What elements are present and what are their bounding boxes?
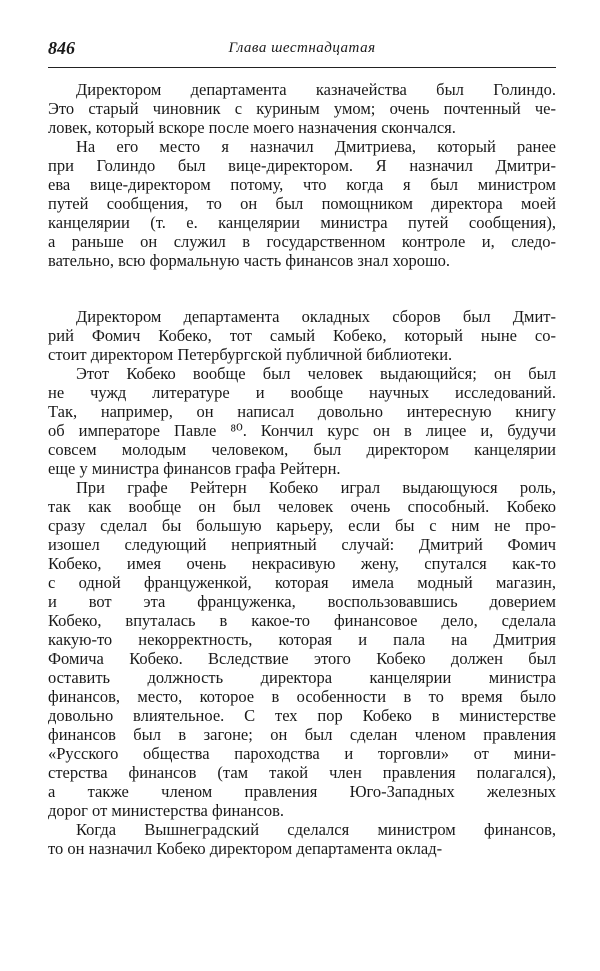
paragraph <box>48 478 556 820</box>
paragraph <box>48 364 556 478</box>
page-number: 846 <box>48 38 75 58</box>
text-line: путей сообщения, то он был помощником директора моей <box>48 194 556 213</box>
text-line: ева вице-директором потому, что когда я был министром <box>48 175 556 194</box>
text-line: и вот эта француженка, воспользовавшись доверием <box>48 592 556 611</box>
text-section-treasury <box>48 80 556 270</box>
text-line: На его место я назначил Дмитриева, который ранее <box>76 137 556 156</box>
text-line: об императоре Павле ⁸⁰. Кончил курс он в лицее и, будучи <box>48 421 556 440</box>
text-line: не чужд литературе и вообще научных исследований. <box>48 383 556 402</box>
text-line: вательно, всю формальную часть финансов знал хорошо. <box>48 251 451 270</box>
text-line: так как вообще он был человек очень способный. Кобеко <box>48 497 556 516</box>
text-line: а также членом правления Юго-Западных железных <box>48 782 556 801</box>
paragraph <box>48 307 556 364</box>
text-line: Кобеко, имея очень некрасивую жену, спутался как-то <box>48 554 556 573</box>
text-line: стерства финансов (там такой член правления полагался), <box>48 763 556 782</box>
text-line: канцелярии (т. е. канцелярии министра путей сообщения), <box>48 213 556 232</box>
chapter-title: Глава шестнадцатая <box>228 40 376 56</box>
text-line: Так, например, он написал довольно интересную книгу <box>48 402 556 421</box>
text-line: Кобеко, впуталась в какое-то финансовое дело, сделала <box>48 611 556 630</box>
paragraph <box>48 80 556 137</box>
text-line: стоит директором Петербургской публичной библиотеки. <box>48 345 453 364</box>
text-line: еще у министра финансов графа Рейтерн. <box>48 459 341 478</box>
text-line: рий Фомич Кобеко, тот самый Кобеко, который ныне со- <box>48 326 556 345</box>
text-line: «Русского общества пароходства и торговли» от мини- <box>48 744 556 763</box>
text-line: финансов был в загоне; он был сделан членом правления <box>48 725 556 744</box>
text-line: совсем молодым человеком, был директором канцелярии <box>48 440 556 459</box>
text-line: Когда Вышнеградский сделался министром финансов, <box>76 820 556 839</box>
text-line: Фомича Кобеко. Вследствие этого Кобеко должен был <box>48 649 556 668</box>
text-line: дорог от министерства финансов. <box>48 801 284 820</box>
text-line: финансов, место, которое в особенности в то время было <box>48 687 556 706</box>
text-line: оставить должность директора канцелярии министра <box>48 668 556 687</box>
text-line: Этот Кобеко вообще был человек выдающийся; он был <box>76 364 556 383</box>
text-line: при Голиндо был вице-директором. Я назначил Дмитри- <box>48 156 556 175</box>
header-rule <box>48 67 556 68</box>
text-line: изошел следующий неприятный случай: Дмитрий Фомич <box>48 535 556 554</box>
text-line: довольно влиятельное. С тех пор Кобеко в министерстве <box>48 706 556 725</box>
text-line: сразу сделал бы большую карьеру, если бы с ним не про- <box>48 516 556 535</box>
text-line: Директором департамента окладных сборов был Дмит- <box>76 307 556 326</box>
text-line: то он назначил Кобеко директором департамента оклад- <box>48 839 443 858</box>
text-line: При графе Рейтерн Кобеко играл выдающуюся роль, <box>76 478 556 497</box>
text-line: ловек, который вскоре после моего назначения скончался. <box>48 118 456 137</box>
paragraph <box>48 820 556 858</box>
text-line: с одной француженкой, которая имела модный магазин, <box>48 573 556 592</box>
text-line: Директором департамента казначейства был Голиндо. <box>76 80 556 99</box>
text-section-kobeko <box>48 307 556 858</box>
text-line: какую-то некорректность, которая и пала на Дмитрия <box>48 630 556 649</box>
paragraph <box>48 137 556 270</box>
text-line: Это старый чиновник с куриным умом; очень почтенный че- <box>48 99 556 118</box>
running-header <box>48 38 556 62</box>
text-line: а раньше он служил в государственном контроле и, следо- <box>48 232 556 251</box>
